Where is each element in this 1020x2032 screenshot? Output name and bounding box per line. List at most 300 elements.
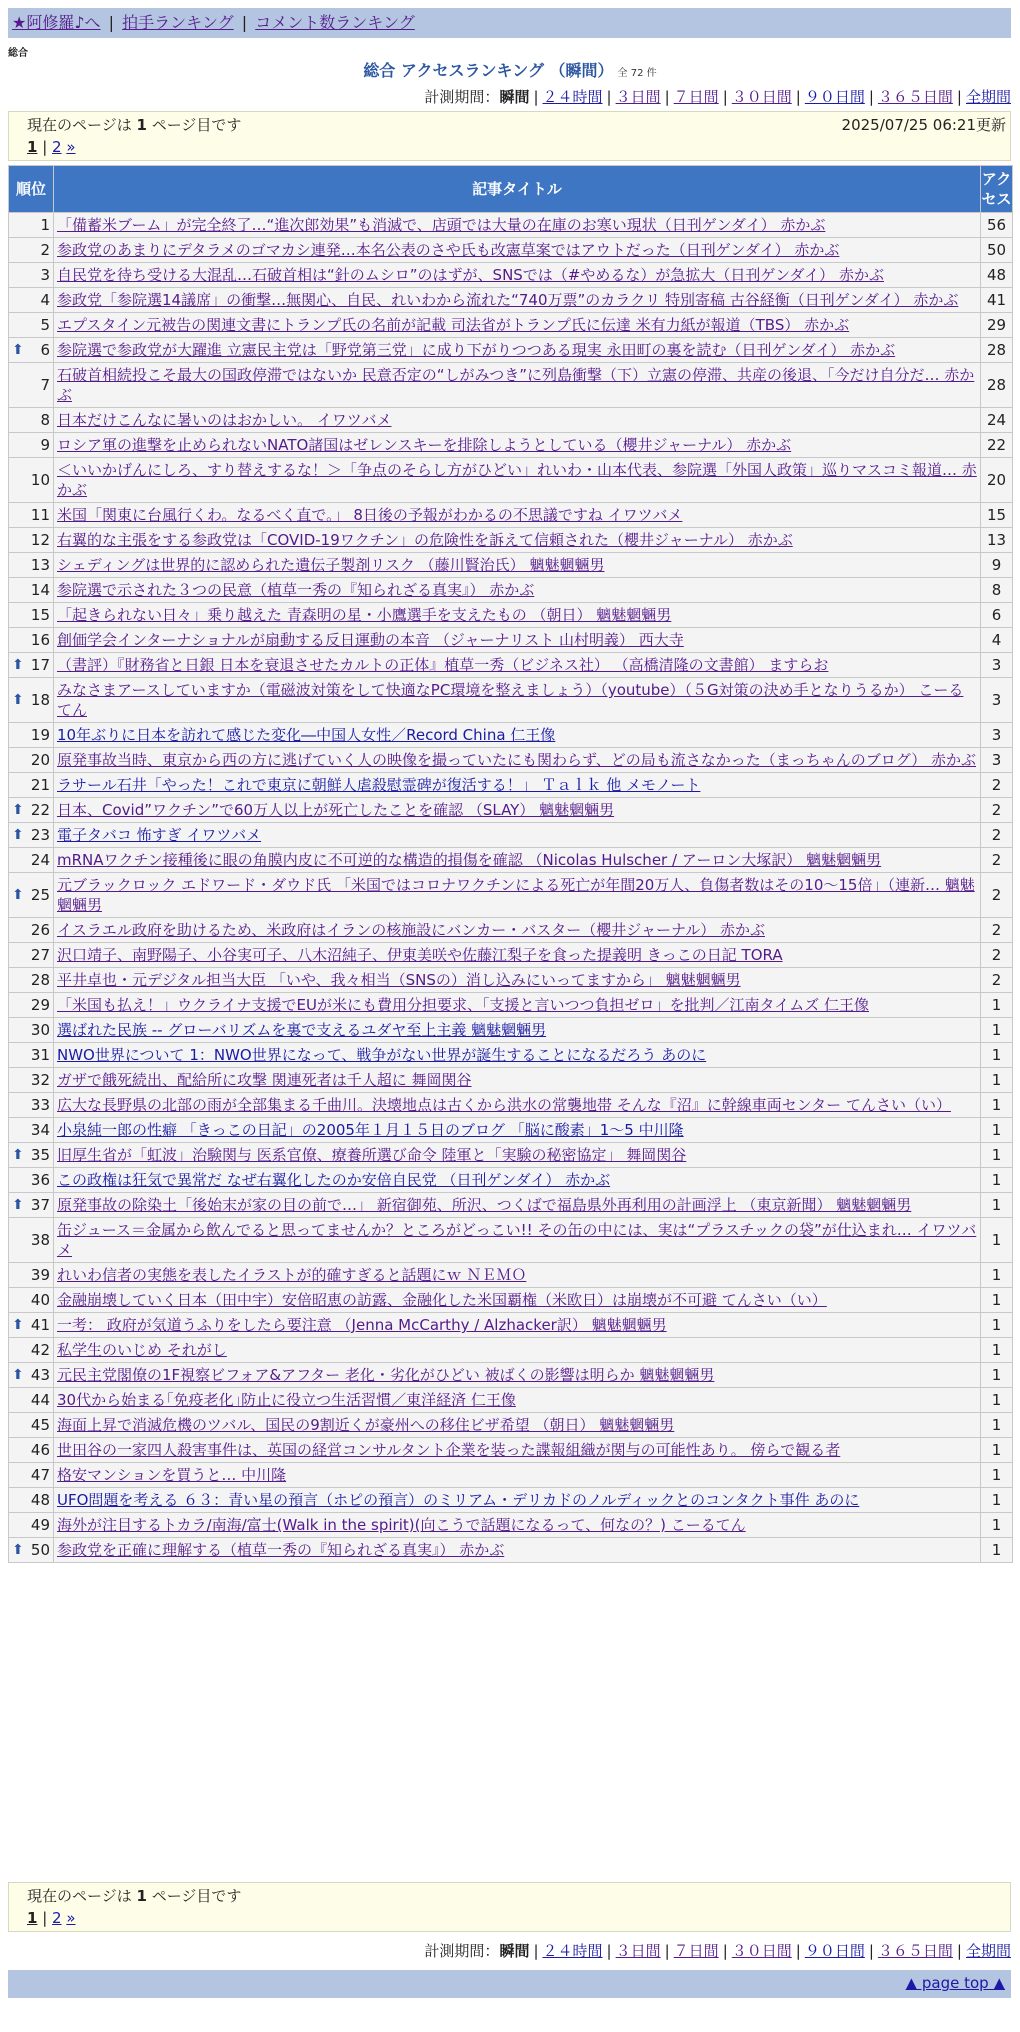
period-link[interactable]: ３６５日間 — [877, 1942, 953, 1960]
rank-cell — [9, 1218, 54, 1263]
rank-number: 22 — [30, 801, 50, 819]
title-cell — [54, 1338, 981, 1363]
up-arrow-icon: ⬆ — [12, 1542, 24, 1558]
access-count: 3 — [981, 653, 1013, 678]
article-link[interactable]: 参政党のあまりにデタラメのゴマカシ連発…本名公表のさや氏も改憲草案ではアウトだった（日刊ゲンダイ） 赤かぶ — [57, 241, 840, 259]
rank-number: 6 — [40, 341, 50, 359]
up-arrow-icon: ⬆ — [12, 1317, 24, 1333]
rank-cell — [9, 1118, 54, 1143]
up-arrow-icon: ⬆ — [12, 1367, 24, 1383]
rank-number: 46 — [30, 1441, 50, 1459]
table-row — [9, 603, 1013, 628]
table-row — [9, 1513, 1013, 1538]
article-link[interactable]: 格安マンションを買うと… 中川隆 — [57, 1466, 287, 1484]
article-link[interactable]: ＜いいかげんにしろ、すり替えするな！＞「争点のそらし方がひどい」れいわ・山本代表、参院選「外国人政策」巡りマスコミ報道… 赤かぶ — [57, 461, 977, 499]
article-link[interactable]: ラサール石井「やった！これで東京に朝鮮人虐殺慰霊碑が復活する！」 Ｔａｌｋ 他 メモノート — [57, 776, 701, 794]
rank-cell — [9, 1513, 54, 1538]
access-count: 2 — [981, 943, 1013, 968]
article-link[interactable]: 右翼的な主張をする参政党は「COVID-19ワクチン」の危険性を訴えて信頼された（櫻井ジャーナル） 赤かぶ — [57, 531, 793, 549]
rank-cell — [9, 1018, 54, 1043]
nav-separator: | — [241, 13, 248, 32]
ranking-title: 総合 アクセスランキング （瞬間） — [363, 61, 614, 80]
rank-cell — [9, 873, 54, 918]
rank-cell — [9, 338, 54, 363]
article-link[interactable]: 缶ジュース＝金属から飲んでると思ってませんか？ところがどっこい!! その缶の中には、実は“プラスチックの袋”が仕込まれ… イワツバメ — [57, 1221, 977, 1259]
title-cell — [54, 338, 981, 363]
title-cell — [54, 918, 981, 943]
rank-cell — [9, 1313, 54, 1338]
next-page-link[interactable]: » — [66, 138, 76, 156]
rank-number: 21 — [30, 776, 50, 794]
page-2-link[interactable]: 2 — [52, 138, 62, 156]
rank-cell — [9, 1193, 54, 1218]
title-cell — [54, 723, 981, 748]
article-link[interactable]: 電子タバコ 怖すぎ イワツバメ — [57, 826, 262, 844]
title-cell — [54, 363, 981, 408]
title-cell — [54, 603, 981, 628]
period-separator: | — [795, 1942, 801, 1960]
table-row — [9, 1043, 1013, 1068]
table-row — [9, 748, 1013, 773]
title-cell — [54, 1388, 981, 1413]
rank-cell — [9, 503, 54, 528]
title-cell — [54, 1363, 981, 1388]
rank-cell — [9, 1168, 54, 1193]
applause-ranking-link[interactable]: 拍手ランキング — [122, 13, 234, 32]
period-link[interactable]: ３６５日間 — [877, 88, 953, 106]
access-count: 1 — [981, 1313, 1013, 1338]
title-cell — [54, 288, 981, 313]
period-link[interactable]: ７日間 — [673, 1942, 719, 1960]
table-row — [9, 723, 1013, 748]
rank-cell — [9, 943, 54, 968]
access-header: アクセス — [981, 166, 1013, 213]
rank-cell — [9, 1538, 54, 1563]
rank-cell — [9, 968, 54, 993]
title-cell — [54, 1263, 981, 1288]
pager: 1 | 2 » — [27, 1909, 76, 1927]
rank-cell — [9, 313, 54, 338]
access-count: 1 — [981, 1538, 1013, 1563]
rank-number: 32 — [30, 1071, 50, 1089]
rank-cell — [9, 1463, 54, 1488]
rank-cell — [9, 1363, 54, 1388]
title-cell — [54, 458, 981, 503]
rank-number: 25 — [30, 886, 50, 904]
period-link[interactable]: ２４時間 — [542, 1942, 603, 1960]
table-row — [9, 1068, 1013, 1093]
access-count: 3 — [981, 678, 1013, 723]
period-link[interactable]: ９０日間 — [804, 1942, 865, 1960]
up-arrow-icon: ⬆ — [12, 802, 24, 818]
rank-number: 1 — [40, 216, 50, 234]
period-separator: | — [533, 1942, 539, 1960]
access-count: 1 — [981, 1263, 1013, 1288]
title-cell — [54, 408, 981, 433]
article-link[interactable]: NWO世界について 1：NWO世界になって、戦争がない世界が誕生することになるだろう あのに — [57, 1046, 707, 1064]
article-link[interactable]: れいわ信者の実態を表したイラストが的確すぎると話題にｗ ＮＥＭＯ — [57, 1266, 527, 1284]
access-count: 20 — [981, 458, 1013, 503]
page-title — [0, 58, 1020, 81]
article-link[interactable]: 元民主党閣僚の1F視察ビフォア&アフター 老化・劣化がひどい 被ばくの影響は明らか 魑魅魍魎男 — [57, 1366, 715, 1384]
rank-cell — [9, 723, 54, 748]
rank-number: 35 — [30, 1146, 50, 1164]
article-link[interactable]: 参院選で参政党が大躍進 立憲民主党は「野党第三党」に成り下がりつつある現実 永田町の裏を読む（日刊ゲンダイ） 赤かぶ — [57, 341, 896, 359]
article-link[interactable]: 参政党「参院選14議席」の衝撃…無関心、自民、れいわから流れた“740万票”のカラクリ 特別寄稿 古谷経衡（日刊ゲンダイ） 赤かぶ — [57, 291, 959, 309]
table-row — [9, 528, 1013, 553]
page-1: 1 — [27, 1909, 38, 1927]
article-link[interactable]: 沢口靖子、南野陽子、小谷実可子、八木沼純子、伊東美咲や佐藤江梨子を食った提義明 きっこの日記 TORA — [57, 946, 783, 964]
access-count: 1 — [981, 1043, 1013, 1068]
rank-number: 34 — [30, 1121, 50, 1139]
access-count: 1 — [981, 1093, 1013, 1118]
article-link[interactable]: みなさまアースしていますか（電磁波対策をして快適なPC環境を整えましょう）（youtube）（５G対策の決め手となりうるか） こーるてん — [57, 681, 964, 719]
title-cell — [54, 993, 981, 1018]
access-count: 56 — [981, 213, 1013, 238]
title-cell — [54, 553, 981, 578]
article-link[interactable]: 海外が注目するトカラ/南海/富士(Walk in the spirit)(向こうで話題になるって、何なの？) こーるてん — [57, 1516, 746, 1534]
period-link[interactable]: 全期間 — [965, 1942, 1011, 1960]
title-cell — [54, 748, 981, 773]
access-count: 1 — [981, 1513, 1013, 1538]
page-2-link[interactable]: 2 — [52, 1909, 62, 1927]
table-row — [9, 823, 1013, 848]
title-cell — [54, 1043, 981, 1068]
article-link[interactable]: 原発事故の除染土「後始末が家の目の前で…」 新宿御苑、所沢、つくばで福島県外再利用の計画浮上 （東京新聞） 魑魅魍魎男 — [57, 1196, 912, 1214]
period-link[interactable]: ７日間 — [673, 88, 719, 106]
table-row — [9, 238, 1013, 263]
rank-cell — [9, 553, 54, 578]
title-cell — [54, 1488, 981, 1513]
rank-cell — [9, 798, 54, 823]
title-cell — [54, 1093, 981, 1118]
rank-number: 50 — [30, 1541, 50, 1559]
article-link[interactable]: 30代から始まる｢免疫老化｣防止に役立つ生活習慣／東洋経済 仁王像 — [57, 1391, 516, 1409]
rank-number: 5 — [40, 316, 50, 334]
period-link[interactable]: ３日間 — [615, 88, 661, 106]
article-link[interactable]: 旧厚生省が「虹波」治験関与 医系官僚、療養所選び命令 陸軍と「実験の秘密協定」 舞岡関谷 — [57, 1146, 687, 1164]
period-link[interactable]: ２４時間 — [542, 88, 603, 106]
article-link[interactable]: 私学生のいじめ それがし — [57, 1341, 227, 1359]
access-count: 28 — [981, 363, 1013, 408]
article-link[interactable]: 元ブラックロック エドワード・ダウド氏 「米国ではコロナワクチンによる死亡が年間20万人、負傷者数はその10～15倍」（連新… 魑魅魍魎男 — [57, 876, 975, 914]
article-link[interactable]: 金融崩壊していく日本（田中宇）安倍昭恵の訪露、金融化した米国覇権（米欧日）は崩壊が不可避 てんさい（い） — [57, 1291, 827, 1309]
rank-number: 19 — [30, 726, 50, 744]
article-link[interactable]: 平井卓也・元デジタル担当大臣 「いや、我々相当（SNSの）消し込みにいってますから」 魑魅魍魎男 — [57, 971, 741, 989]
rank-number: 29 — [30, 996, 50, 1014]
access-count: 1 — [981, 1338, 1013, 1363]
period-separator: | — [606, 88, 612, 106]
period-link[interactable]: ３０日間 — [731, 88, 792, 106]
access-count: 8 — [981, 578, 1013, 603]
period-selected: 瞬間 — [499, 1942, 530, 1960]
title-cell — [54, 968, 981, 993]
rank-number: 12 — [30, 531, 50, 549]
article-link[interactable]: 参院選で示された３つの民意（植草一秀の『知られざる真実』） 赤かぶ — [57, 581, 535, 599]
rank-cell — [9, 848, 54, 873]
article-link[interactable]: 「備蓄米ブーム」が完全終了…“進次郎効果”も消滅で、店頭では大量の在庫のお寒い現状（日刊ゲンダイ） 赤かぶ — [57, 216, 826, 234]
access-count: 29 — [981, 313, 1013, 338]
rank-number: 13 — [30, 556, 50, 574]
period-separator: | — [664, 1942, 670, 1960]
rank-cell — [9, 363, 54, 408]
rank-cell — [9, 653, 54, 678]
title-cell — [54, 528, 981, 553]
period-label: 計測期間： — [424, 88, 500, 106]
article-link[interactable]: 小泉純一郎の性癖 「きっこの日記」の2005年１月１５日のブログ 「脳に酸素」1～5 中川隆 — [57, 1121, 684, 1139]
access-count: 3 — [981, 748, 1013, 773]
access-count: 2 — [981, 773, 1013, 798]
title-cell — [54, 238, 981, 263]
period-separator: | — [722, 1942, 728, 1960]
table-row — [9, 1143, 1013, 1168]
title-cell — [54, 578, 981, 603]
period-link[interactable]: ３日間 — [615, 1942, 661, 1960]
title-cell — [54, 823, 981, 848]
rank-number: 33 — [30, 1096, 50, 1114]
rank-cell — [9, 578, 54, 603]
rank-number: 36 — [30, 1171, 50, 1189]
rank-number: 38 — [30, 1231, 50, 1249]
pager: 1 | 2 » — [27, 138, 76, 156]
title-header: 記事タイトル — [54, 166, 981, 213]
access-count: 1 — [981, 1193, 1013, 1218]
home-link[interactable]: ★阿修羅♪へ — [12, 13, 101, 32]
ranking-body — [9, 213, 1013, 1563]
period-separator: | — [956, 88, 962, 106]
comment-ranking-link[interactable]: コメント数ランキング — [255, 13, 415, 32]
article-link[interactable]: 10年ぶりに日本を訪れて感じた変化―中国人女性／Record China 仁王像 — [57, 726, 556, 744]
title-cell — [54, 1463, 981, 1488]
rank-cell — [9, 1068, 54, 1093]
title-cell — [54, 213, 981, 238]
article-link[interactable]: 創価学会インターナショナルが扇動する反日運動の本音 （ジャーナリスト 山村明義） 西大寺 — [57, 631, 684, 649]
article-link[interactable]: 選ばれた民族 -- グローバリズムを裏で支えるユダヤ至上主義 魑魅魍魎男 — [57, 1021, 547, 1039]
period-separator: | — [868, 88, 874, 106]
nav-separator: | — [108, 13, 115, 32]
article-link[interactable]: UFO問題を考える ６３：青い星の預言（ホピの預言）のミリアム・デリカドのノルディックとのコンタクト事件 あのに — [57, 1491, 860, 1509]
article-link[interactable]: 「米国も払え！」ウクライナ支援でEUが米にも費用分担要求、「支援と言いつつ負担ゼロ」を批判／江南タイムズ 仁王像 — [57, 996, 869, 1014]
title-cell — [54, 1118, 981, 1143]
article-link[interactable]: 原発事故当時、東京から西の方に逃げていく人の映像を撮っていたにも関わらず、どの局も流さなかった（まっちゃんのブログ） 赤かぶ — [57, 751, 977, 769]
rank-cell — [9, 993, 54, 1018]
access-count: 1 — [981, 1068, 1013, 1093]
rank-header: 順位 — [9, 166, 54, 213]
title-cell — [54, 433, 981, 458]
period-link[interactable]: ３０日間 — [731, 1942, 792, 1960]
article-link[interactable]: 日本だけこんなに暑いのはおかしい。 イワツバメ — [57, 411, 392, 429]
rank-number: 26 — [30, 921, 50, 939]
article-link[interactable]: 日本、Covid”ワクチン”で60万人以上が死亡したことを確認 （SLAY） 魑魅魍魎男 — [57, 801, 615, 819]
up-arrow-icon: ⬆ — [12, 1147, 24, 1163]
table-row — [9, 1168, 1013, 1193]
table-row — [9, 628, 1013, 653]
table-row — [9, 848, 1013, 873]
title-cell — [54, 263, 981, 288]
rank-number: 39 — [30, 1266, 50, 1284]
access-count: 1 — [981, 1463, 1013, 1488]
article-link[interactable]: ロシア軍の進撃を止められないNATO諸国はゼレンスキーを排除しようとしている（櫻井ジャーナル） 赤かぶ — [57, 436, 792, 454]
access-count: 1 — [981, 1018, 1013, 1043]
access-count: 1 — [981, 1168, 1013, 1193]
access-count: 48 — [981, 263, 1013, 288]
table-row — [9, 503, 1013, 528]
title-cell — [54, 1193, 981, 1218]
rank-cell — [9, 528, 54, 553]
title-cell — [54, 1068, 981, 1093]
access-count: 1 — [981, 1388, 1013, 1413]
article-link[interactable]: この政権は狂気で異常だ なぜ右翼化したのか安倍自民党 （日刊ゲンダイ） 赤かぶ — [57, 1171, 611, 1189]
article-link[interactable]: シェディングは世界的に認められた遺伝子製剤リスク （藤川賢治氏） 魑魅魍魎男 — [57, 556, 605, 574]
rank-cell — [9, 1263, 54, 1288]
ranking-table — [8, 165, 1013, 1563]
rank-number: 44 — [30, 1391, 50, 1409]
article-link[interactable]: 「起きられない日々」乗り越えた 青森明の星・小鷹選手を支えたもの （朝日） 魑魅魍魎男 — [57, 606, 672, 624]
article-link[interactable]: ガザで餓死続出、配給所に攻撃 関連死者は千人超に 舞岡関谷 — [57, 1071, 472, 1089]
table-row — [9, 1018, 1013, 1043]
table-row — [9, 1388, 1013, 1413]
rank-number: 18 — [30, 691, 50, 709]
rank-number: 43 — [30, 1366, 50, 1384]
access-count: 2 — [981, 918, 1013, 943]
title-cell — [54, 1538, 981, 1563]
article-link[interactable]: （書評）『財務省と日銀 日本を衰退させたカルトの正体』植草一秀（ビジネス社） （高橋清隆の文書館） ますらお — [57, 656, 829, 674]
table-row — [9, 1338, 1013, 1363]
title-cell — [54, 873, 981, 918]
table-row — [9, 678, 1013, 723]
up-arrow-icon: ⬆ — [12, 342, 24, 358]
access-count: 2 — [981, 873, 1013, 918]
rank-number: 41 — [30, 1316, 50, 1334]
title-cell — [54, 313, 981, 338]
period-link[interactable]: ９０日間 — [804, 88, 865, 106]
access-count: 1 — [981, 1488, 1013, 1513]
title-cell — [54, 1218, 981, 1263]
table-row — [9, 458, 1013, 503]
period-separator: | — [956, 1942, 962, 1960]
rank-number: 49 — [30, 1516, 50, 1534]
rank-number: 8 — [40, 411, 50, 429]
access-count: 15 — [981, 503, 1013, 528]
rank-number: 45 — [30, 1416, 50, 1434]
pagination-top — [8, 111, 1011, 161]
period-selected: 瞬間 — [499, 88, 530, 106]
period-selector-bottom — [424, 1940, 1011, 1961]
table-row — [9, 1363, 1013, 1388]
rank-number: 11 — [30, 506, 50, 524]
rank-cell — [9, 433, 54, 458]
period-separator: | — [722, 88, 728, 106]
access-count: 1 — [981, 1413, 1013, 1438]
title-cell — [54, 678, 981, 723]
article-link[interactable]: mRNAワクチン接種後に眼の角膜内皮に不可逆的な構造的損傷を確認 （Nicolas Hulscher / アーロン大塚訳） 魑魅魍魎男 — [57, 851, 882, 869]
table-row — [9, 873, 1013, 918]
article-link[interactable]: 石破首相続投こそ最大の国政停滞ではないか 民意否定の“しがみつき”に列島衝撃（下）立憲の停滞、共産の後退、「今だけ自分だ… 赤かぶ — [57, 366, 975, 404]
access-count: 41 — [981, 288, 1013, 313]
article-link[interactable]: 一考： 政府が気道うふりをしたら要注意 （Jenna McCarthy / Alzhacker訳） 魑魅魍魎男 — [57, 1316, 667, 1334]
rank-cell — [9, 1438, 54, 1463]
article-link[interactable]: 広大な長野県の北部の雨が全部集まる千曲川。決壊地点は古くから洪水の常襲地帯 そんな『沼』に幹線車両センター てんさい（い） — [57, 1096, 951, 1114]
rank-number: 14 — [30, 581, 50, 599]
access-count: 4 — [981, 628, 1013, 653]
rank-cell — [9, 213, 54, 238]
access-count: 2 — [981, 968, 1013, 993]
table-row — [9, 363, 1013, 408]
table-row — [9, 1313, 1013, 1338]
rank-cell — [9, 1338, 54, 1363]
up-arrow-icon: ⬆ — [12, 827, 24, 843]
rank-number: 10 — [30, 471, 50, 489]
article-link[interactable]: 米国「関東に台風行くわ。なるべく直で。」 8日後の予報がわかるの不思議ですね イワツバメ — [57, 506, 683, 524]
article-link[interactable]: 参政党を正確に理解する（植草一秀の『知られざる真実』） 赤かぶ — [57, 1541, 505, 1559]
rank-number: 48 — [30, 1491, 50, 1509]
rank-cell — [9, 628, 54, 653]
rank-cell — [9, 1093, 54, 1118]
rank-cell — [9, 238, 54, 263]
article-link[interactable]: イスラエル政府を助けるため、米政府はイランの核施設にバンカー・バスター（櫻井ジャーナル） 赤かぶ — [57, 921, 765, 939]
rank-number: 40 — [30, 1291, 50, 1309]
rank-number: 9 — [40, 436, 50, 454]
top-nav — [8, 8, 1011, 38]
table-row — [9, 338, 1013, 363]
rank-cell — [9, 458, 54, 503]
table-row — [9, 1538, 1013, 1563]
access-count: 6 — [981, 603, 1013, 628]
rank-cell — [9, 918, 54, 943]
table-row — [9, 653, 1013, 678]
title-cell — [54, 1438, 981, 1463]
access-count: 9 — [981, 553, 1013, 578]
page-top-link[interactable]: ▲ page top ▲ — [905, 1974, 1005, 1992]
rank-cell — [9, 748, 54, 773]
period-separator: | — [664, 88, 670, 106]
table-row — [9, 553, 1013, 578]
access-count: 1 — [981, 993, 1013, 1018]
article-link[interactable]: 自民党を待ち受ける大混乱…石破首相は“針のムシロ”のはずが、SNSでは（#やめるな）が急拡大（日刊ゲンダイ） 赤かぶ — [57, 266, 884, 284]
table-row — [9, 578, 1013, 603]
table-row — [9, 1093, 1013, 1118]
rank-cell — [9, 1043, 54, 1068]
current-page-text: 現在のページは 1 ページ目です — [27, 1887, 242, 1905]
title-cell — [54, 773, 981, 798]
rank-cell — [9, 678, 54, 723]
next-page-link[interactable]: » — [66, 1909, 76, 1927]
table-row — [9, 798, 1013, 823]
up-arrow-icon: ⬆ — [12, 1197, 24, 1213]
title-cell — [54, 503, 981, 528]
rank-cell — [9, 408, 54, 433]
table-row — [9, 313, 1013, 338]
table-row — [9, 1193, 1013, 1218]
article-link[interactable]: エプスタイン元被告の関連文書にトランプ氏の名前が記載 司法省がトランプ氏に伝達 米有力紙が報道（TBS） 赤かぶ — [57, 316, 850, 334]
access-count: 2 — [981, 798, 1013, 823]
period-link[interactable]: 全期間 — [965, 88, 1011, 106]
rank-number: 20 — [30, 751, 50, 769]
article-link[interactable]: 海面上昇で消滅危機のツバル、国民の9割近くが豪州への移住ビザ希望 （朝日） 魑魅魍魎男 — [57, 1416, 675, 1434]
total-count: 全 72 件 — [617, 68, 657, 79]
article-link[interactable]: 世田谷の一家四人殺害事件は、英国の経営コンサルタント企業を装った諜報組織が関与の可能性あり。 傍らで観る者 — [57, 1441, 841, 1459]
rank-cell — [9, 1388, 54, 1413]
table-row — [9, 968, 1013, 993]
access-count: 1 — [981, 1218, 1013, 1263]
table-header-row — [9, 166, 1013, 213]
rank-number: 42 — [30, 1341, 50, 1359]
access-count: 2 — [981, 848, 1013, 873]
up-arrow-icon: ⬆ — [12, 887, 24, 903]
access-count: 22 — [981, 433, 1013, 458]
pagination-bottom — [8, 1882, 1011, 1932]
rank-cell — [9, 1143, 54, 1168]
